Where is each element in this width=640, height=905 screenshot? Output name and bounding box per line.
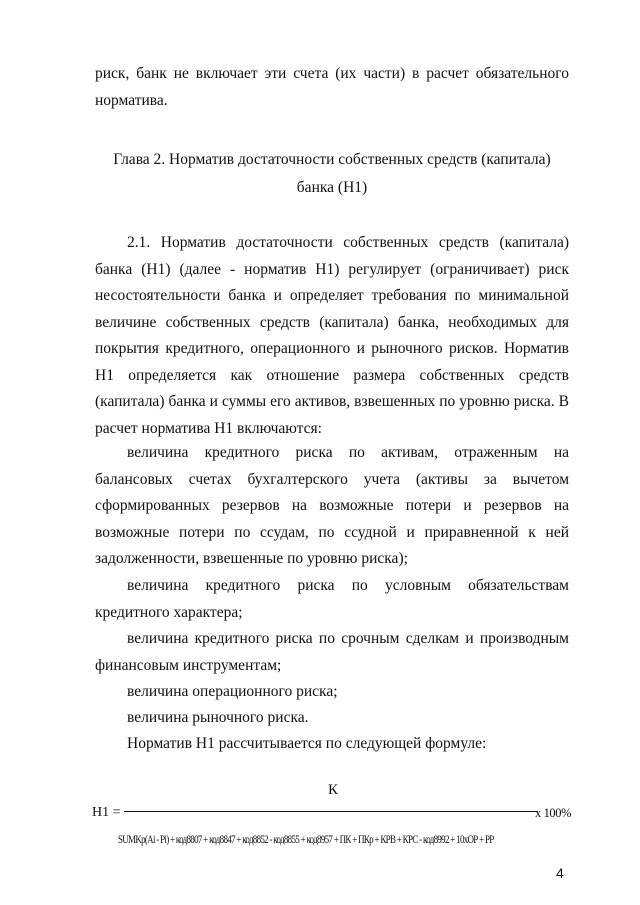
chapter-title-line-1: Глава 2. Норматив достаточности собственных средств (капитала) xyxy=(113,151,551,168)
formula-numerator: К xyxy=(328,782,339,798)
list-item-credit-risk-derivatives: величина кредитного риска по срочным сделкам и производным финансовым инструментам; xyxy=(95,630,569,674)
paragraph-2-1: 2.1. Норматив достаточности собственных средств (капитала) банка (Н1) (далее - норматив Н1) регулирует (ограничивает) риск несостоятельности банка и определяет требования по минимальной величине собственных средств (капитала) банка, необходимых для покрытия кредитного, операционного и рыночного рисков. Норматив Н1 определяется как отношение размера собственных средств (капитала) банка и суммы его активов, взвешенных по уровню риска. В расчет норматива Н1 включаются: xyxy=(95,234,569,437)
list-item-operational-risk: величина операционного риска; xyxy=(127,683,338,700)
formula-multiplier: х 100% xyxy=(535,806,572,820)
fraction-line xyxy=(124,811,538,812)
formula-intro: Норматив Н1 рассчитывается по следующей формуле: xyxy=(127,735,487,752)
list-item-credit-risk-assets: величина кредитного риска по активам, отраженным на балансовых счетах бухгалтерского учета (активы за вычетом сформированных резервов на возможные потери и резервов на возможные потери по ссудам, по ссудной и приравненной к ней задолженности, взвешенные по уровню риска); xyxy=(95,444,569,567)
formula-denominator: SUMKp(Ai - Pi) + код8807 + код8847 + код8852 - код8855 + код8957 + ПК + ПКр + КРВ + КРС - код8992 + 10хОР + РР xyxy=(118,834,494,846)
page-number: 4 xyxy=(556,865,564,881)
formula-lhs: Н1 = xyxy=(92,805,121,820)
continuation-text: риск, банк не включает эти счета (их части) в расчет обязательного норматива. xyxy=(95,65,569,109)
list-item-market-risk: величина рыночного риска. xyxy=(127,709,309,726)
chapter-title-line-2: банка (Н1) xyxy=(296,179,368,196)
list-item-credit-risk-contingent: величина кредитного риска по условным обязательствам кредитного характера; xyxy=(95,577,569,621)
